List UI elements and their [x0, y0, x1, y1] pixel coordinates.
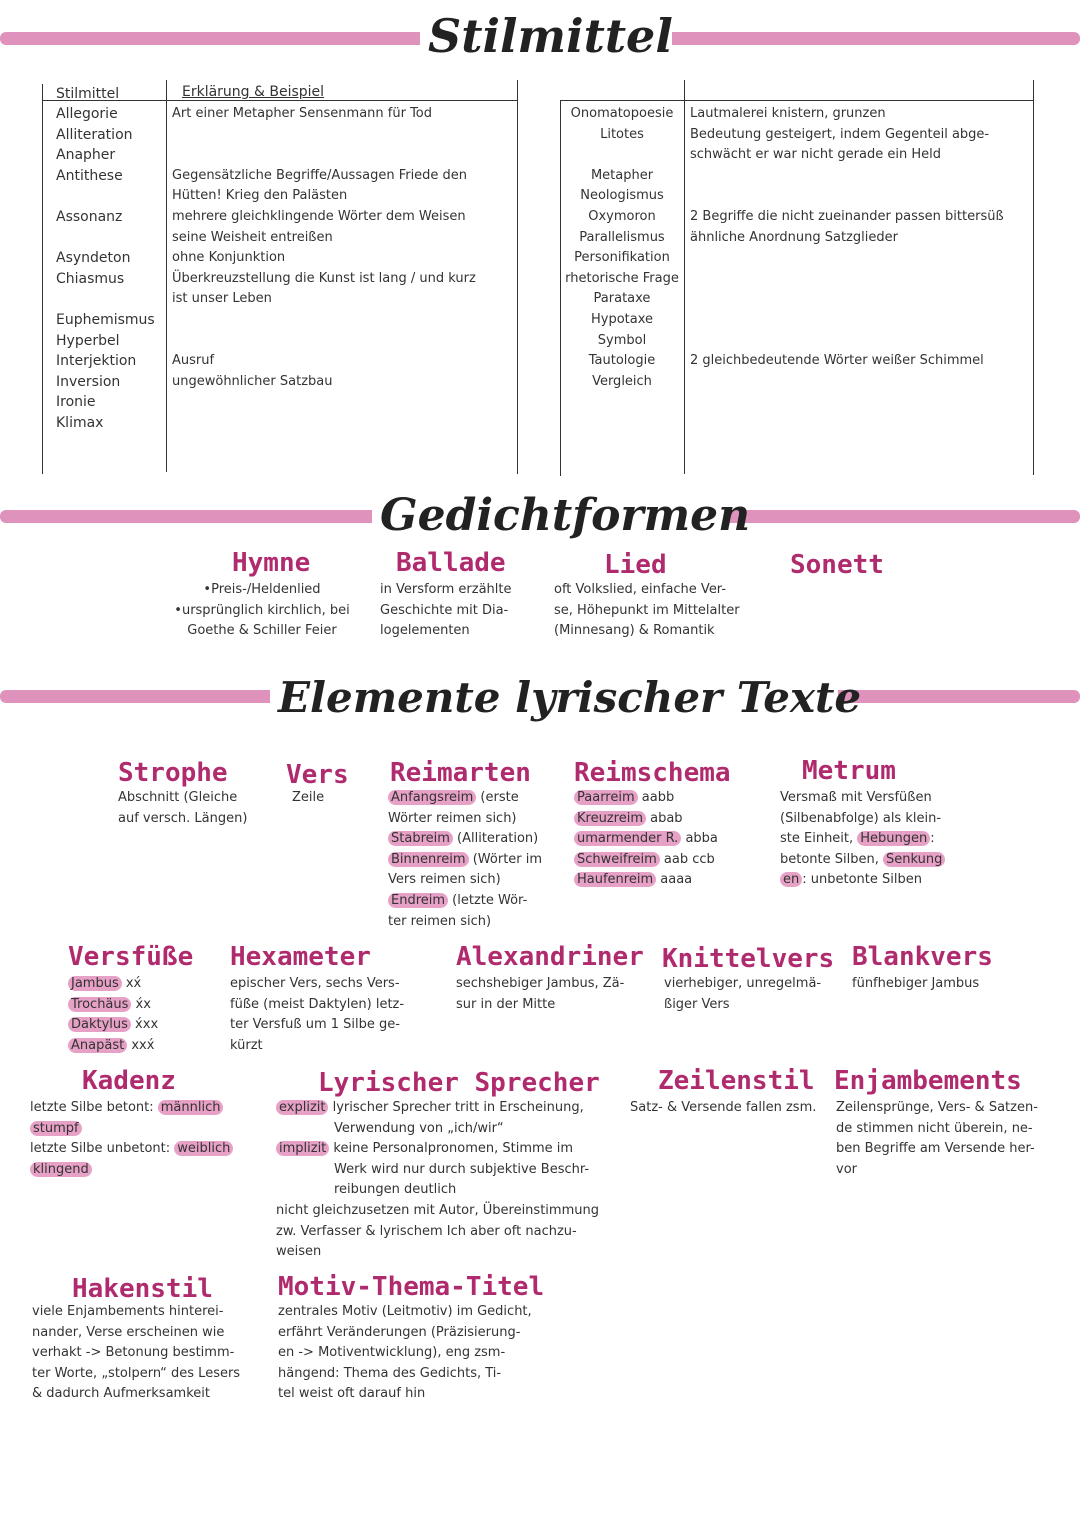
list-item	[68, 1015, 158, 1036]
term: Parataxe	[593, 291, 651, 307]
highlight: Schweifreim	[574, 852, 660, 867]
item-text: x́xx	[130, 1017, 159, 1033]
text-line: ben Begriffe am Versende her-	[836, 1141, 1035, 1157]
heading-kadenz: Kadenz	[82, 1066, 176, 1096]
hakenstil-text	[32, 1302, 240, 1405]
text-line: se, Höhepunkt im Mittelalter	[554, 602, 740, 618]
term: Onomatopoesie	[570, 106, 674, 121]
text-line: sur in der Mitte	[456, 996, 556, 1012]
explanation	[690, 310, 1004, 331]
sprecher-text	[276, 1098, 599, 1263]
vers-text	[292, 788, 324, 809]
heading-lied: Lied	[604, 550, 667, 580]
ballade-text	[380, 580, 512, 642]
term: Neologismus	[580, 188, 664, 204]
heading-reimarten: Reimarten	[390, 758, 531, 788]
left-explanations-column	[172, 104, 476, 392]
term: rhetorische Frage	[565, 270, 679, 286]
term: Chiasmus	[56, 270, 125, 287]
title-stilmittel: Stilmittel	[420, 6, 672, 66]
table-left-border	[42, 84, 43, 474]
list-item	[388, 809, 542, 830]
explanation	[172, 125, 476, 146]
list-item	[68, 1036, 158, 1057]
list-item	[574, 809, 718, 830]
explanation	[690, 331, 1004, 352]
term: Anapher	[56, 147, 116, 164]
heading-sonett: Sonett	[790, 550, 884, 580]
text-line: Geschichte mit Dia-	[380, 602, 509, 618]
heading-versfuesse: Versfüße	[68, 942, 194, 972]
explanation	[690, 289, 1004, 310]
table-header-erklaerung: Erklärung & Beispiel	[182, 84, 325, 100]
item-text: abba	[681, 831, 718, 847]
explanation	[690, 166, 1004, 187]
heading-enjambements: Enjambements	[834, 1066, 1022, 1096]
text-line: •Preis-/Heldenlied	[203, 582, 321, 597]
item-text: x́x	[131, 996, 151, 1012]
text-line	[30, 1160, 233, 1181]
text-line: kürzt	[230, 1037, 263, 1053]
table-header-stilmittel: Stilmittel	[56, 86, 120, 102]
table-right-border	[1033, 80, 1034, 475]
term: Personifikation	[574, 250, 670, 266]
zeilenstil-text	[630, 1098, 816, 1119]
text-line: füße (meist Daktylen) letz-	[230, 996, 405, 1012]
metrum-text	[780, 788, 945, 891]
explanation	[172, 331, 476, 352]
highlight: Endreim	[388, 893, 448, 908]
text-line: tel weist oft darauf hin	[278, 1386, 426, 1402]
list-item	[68, 974, 158, 995]
reimschema-list	[574, 788, 718, 891]
term: Klimax	[56, 414, 104, 431]
explanation: 2 Begriffe die nicht zueinander passen bittersüß	[690, 208, 1004, 224]
text-line: Zeile	[292, 790, 325, 805]
term: Allegorie	[56, 106, 118, 122]
table-left-divider	[166, 80, 167, 472]
highlight: Binnenreim	[388, 852, 469, 867]
text-line	[276, 1139, 599, 1160]
text-line: Abschnitt (Gleiche	[118, 790, 238, 805]
term: Litotes	[600, 126, 644, 142]
motiv-text	[278, 1302, 532, 1405]
alexandriner-text	[456, 974, 624, 1015]
text-line: oft Volkslied, einfache Ver-	[554, 582, 727, 597]
text-line: reibungen deutlich	[334, 1182, 457, 1198]
explanation	[172, 310, 476, 331]
highlight: en	[780, 872, 802, 887]
term: Interjektion	[56, 353, 137, 370]
text-line	[30, 1119, 233, 1140]
versfuesse-list	[68, 974, 158, 1056]
text-line: en -> Motiventwicklung), eng zsm-	[278, 1345, 506, 1361]
term: Inversion	[56, 373, 121, 390]
text-line: & dadurch Aufmerksamkeit	[32, 1386, 210, 1402]
explanation: mehrere gleichklingende Wörter dem Weisen	[172, 208, 466, 224]
text-line: ßiger Vers	[664, 996, 730, 1012]
explanation: ähnliche Anordnung Satzglieder	[690, 229, 898, 245]
table-right-left-border	[560, 100, 561, 476]
text-line	[30, 1098, 233, 1119]
text-part: keine Personalpronomen, Stimme im	[329, 1141, 574, 1157]
highlight: klingend	[30, 1162, 92, 1177]
text-line: verhakt -> Betonung bestimm-	[32, 1345, 235, 1361]
title-gedichtformen: Gedichtformen	[372, 486, 724, 546]
text-part: lyrischer Sprecher tritt in Erscheinung,	[328, 1100, 584, 1115]
text-line: Verwendung von „ich/wir“	[334, 1120, 504, 1136]
term: Vergleich	[592, 373, 652, 389]
heading-knittelvers: Knittelvers	[662, 944, 835, 974]
highlight: Senkung	[883, 852, 945, 867]
heading-blankvers: Blankvers	[852, 942, 993, 972]
highlight: weiblich	[174, 1141, 233, 1156]
term: Metapher	[590, 167, 654, 183]
item-text: xxx́	[127, 1037, 155, 1053]
highlight: explizit	[276, 1100, 328, 1115]
heading-hakenstil: Hakenstil	[72, 1274, 213, 1304]
explanation: ohne Konjunktion	[172, 250, 286, 266]
list-item	[388, 912, 542, 933]
text-line: •ursprünglich kirchlich, bei	[174, 602, 350, 618]
text-line: Goethe & Schiller Feier	[187, 623, 337, 639]
hexameter-text	[230, 974, 404, 1056]
highlight: Paarreim	[574, 790, 638, 805]
explanation: Überkreuzstellung die Kunst ist lang / und kurz	[172, 270, 476, 286]
hymne-text	[164, 580, 360, 642]
text-part: :	[930, 831, 935, 847]
table-right-divider	[684, 80, 685, 474]
item-text: aaaa	[656, 872, 693, 888]
heading-vers: Vers	[286, 760, 349, 790]
text-line: Versmaß mit Versfüßen	[780, 790, 932, 805]
text-line: epischer Vers, sechs Vers-	[230, 976, 400, 991]
text-line: zentrales Motiv (Leitmotiv) im Gedicht,	[278, 1304, 532, 1319]
explanation: ist unser Leben	[172, 291, 272, 307]
heading-strophe: Strophe	[118, 758, 228, 788]
enjambements-text	[836, 1098, 1038, 1180]
reimarten-list	[388, 788, 542, 932]
text-line: zw. Verfasser & lyrischem Ich aber oft nachzu-	[276, 1223, 577, 1239]
highlight: Stabreim	[388, 831, 453, 846]
highlight: Anapäst	[68, 1038, 127, 1053]
text-line	[276, 1098, 599, 1119]
table-mid-right-border	[517, 80, 518, 474]
text-line: (Silbenabfolge) als klein-	[780, 810, 942, 826]
knittelvers-text	[664, 974, 821, 1015]
highlight: Haufenreim	[574, 872, 656, 887]
term	[56, 186, 155, 207]
heading-motiv-thema-titel: Motiv-Thema-Titel	[278, 1272, 545, 1302]
item-text: (Wörter im	[468, 851, 543, 867]
text-part: ste Einheit,	[780, 831, 858, 847]
text-part: betonte Silben,	[780, 851, 883, 867]
list-item	[388, 788, 542, 809]
text-line: Werk wird nur durch subjektive Beschr-	[334, 1161, 590, 1177]
explanation: Ausruf	[172, 353, 215, 369]
highlight: männlich	[158, 1100, 224, 1115]
term	[56, 289, 155, 310]
explanation: Hütten! Krieg den Palästen	[172, 188, 348, 204]
text-line: nander, Verse erscheinen wie	[32, 1324, 225, 1340]
text-line: erfährt Veränderungen (Präzisierung-	[278, 1324, 521, 1340]
explanation	[172, 145, 476, 166]
lied-text	[554, 580, 740, 642]
heading-hexameter: Hexameter	[230, 942, 371, 972]
term: Oxymoron	[588, 208, 656, 224]
strophe-text	[118, 788, 247, 829]
heading-lyrischer-sprecher: Lyrischer Sprecher	[318, 1068, 600, 1098]
list-item	[574, 829, 718, 850]
term	[562, 145, 682, 166]
right-explanations-column	[690, 104, 1004, 372]
item-text: ter reimen sich)	[388, 913, 492, 929]
item-text: aab ccb	[659, 851, 715, 867]
explanation: Art einer Metapher Sensenmann für Tod	[172, 106, 433, 121]
highlight: umarmender R.	[574, 831, 681, 846]
highlight: Hebungen	[857, 831, 930, 846]
item-text: xx́	[121, 976, 142, 991]
left-terms-column	[56, 104, 155, 434]
text-line: Satz- & Versende fallen zsm.	[630, 1100, 817, 1115]
text-line: fünfhebiger Jambus	[852, 976, 980, 991]
text-line	[780, 870, 945, 891]
term: Euphemismus	[56, 311, 155, 328]
heading-ballade: Ballade	[396, 548, 506, 578]
explanation	[690, 186, 1004, 207]
term: Assonanz	[56, 208, 123, 225]
highlight: stumpf	[30, 1121, 82, 1136]
text-line: logelementen	[380, 623, 470, 639]
text-part: : unbetonte Silben	[802, 872, 922, 888]
text-line: nicht gleichzusetzen mit Autor, Übereinstimmung	[276, 1202, 599, 1218]
blankvers-text	[852, 974, 979, 995]
text-line: hängend: Thema des Gedichts, Ti-	[278, 1365, 502, 1381]
item-text: (Alliteration)	[452, 831, 539, 847]
text-line: ter Worte, „stolpern“ des Lesers	[32, 1365, 241, 1381]
list-item	[574, 850, 718, 871]
text-part: letzte Silbe betont:	[30, 1100, 158, 1115]
text-line: vor	[836, 1161, 857, 1177]
text-line: vierhebiger, unregelmä-	[664, 976, 822, 991]
list-item	[388, 850, 542, 871]
explanation: Lautmalerei knistern, grunzen	[690, 106, 886, 121]
item-text: Vers reimen sich)	[388, 872, 501, 888]
heading-metrum: Metrum	[802, 756, 896, 786]
explanation: Gegensätzliche Begriffe/Aussagen Friede den	[172, 167, 468, 183]
highlight: Jambus	[68, 976, 122, 991]
heading-hymne: Hymne	[232, 548, 311, 578]
heading-reimschema: Reimschema	[574, 758, 731, 788]
list-item	[574, 870, 718, 891]
term: Parallelismus	[579, 229, 665, 245]
table-right-header-line	[560, 100, 1033, 101]
explanation: seine Weisheit entreißen	[172, 229, 333, 245]
highlight: Trochäus	[68, 997, 131, 1012]
text-line: in Versform erzählte	[380, 582, 512, 597]
highlight: implizit	[276, 1141, 329, 1156]
term	[56, 228, 155, 249]
item-text: Wörter reimen sich)	[388, 810, 517, 826]
list-item	[574, 788, 718, 809]
explanation: schwächt er war nicht gerade ein Held	[690, 147, 941, 163]
highlight: Anfangsreim	[388, 790, 476, 805]
explanation	[690, 269, 1004, 290]
list-item	[388, 829, 542, 850]
explanation: 2 gleichbedeutende Wörter weißer Schimmel	[690, 353, 984, 369]
explanation	[690, 248, 1004, 269]
text-line	[780, 850, 945, 871]
text-part: letzte Silbe unbetont:	[30, 1141, 175, 1157]
item-text: (erste	[476, 790, 519, 805]
explanation: Bedeutung gesteigert, indem Gegenteil abge-	[690, 126, 990, 142]
highlight: Kreuzreim	[574, 811, 646, 826]
item-text: aabb	[637, 790, 675, 805]
explanation: ungewöhnlicher Satzbau	[172, 373, 333, 389]
list-item	[388, 870, 542, 891]
text-line	[780, 829, 945, 850]
text-line	[30, 1139, 233, 1160]
heading-alexandriner: Alexandriner	[456, 942, 644, 972]
title-elemente: Elemente lyrischer Texte	[270, 668, 838, 728]
item-text: abab	[645, 810, 683, 826]
text-line: auf versch. Längen)	[118, 810, 248, 826]
list-item	[68, 995, 158, 1016]
text-line: de stimmen nicht überein, ne-	[836, 1120, 1033, 1136]
item-text: (letzte Wör-	[448, 892, 528, 908]
list-item	[388, 891, 542, 912]
term: Ironie	[56, 394, 96, 411]
term: Antithese	[56, 167, 123, 184]
term: Hyperbel	[56, 332, 120, 349]
text-line: ter Versfuß um 1 Silbe ge-	[230, 1017, 400, 1033]
highlight: Daktylus	[68, 1017, 131, 1032]
kadenz-text	[30, 1098, 233, 1180]
text-line: sechshebiger Jambus, Zä-	[456, 976, 625, 991]
term: Symbol	[597, 332, 647, 348]
term: Hypotaxe	[590, 311, 654, 327]
term: Alliteration	[56, 126, 133, 143]
heading-zeilenstil: Zeilenstil	[658, 1066, 815, 1096]
right-terms-column	[562, 104, 682, 392]
text-line: weisen	[276, 1244, 322, 1260]
term: Tautologie	[588, 353, 656, 369]
term: Asyndeton	[56, 250, 131, 267]
text-line: (Minnesang) & Romantik	[554, 623, 715, 639]
text-line: viele Enjambements hinterei-	[32, 1304, 224, 1319]
text-line: Zeilensprünge, Vers- & Satzen-	[836, 1100, 1038, 1115]
